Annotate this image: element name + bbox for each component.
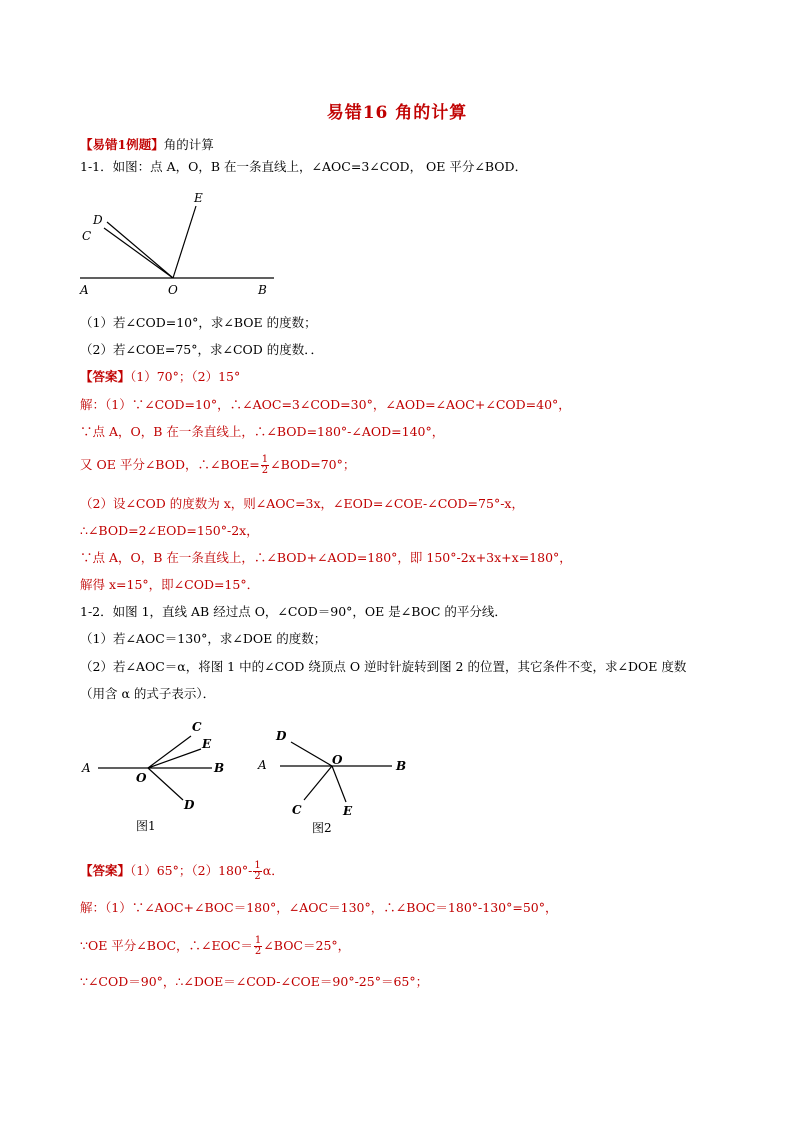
problem-2-question-2: （2）若∠AOC＝α，将图 1 中的∠COD 绕顶点 O 逆时针旋转到图 2 的位置，其它条件不变，求∠DOE 度数 xyxy=(80,659,687,674)
label-d: D xyxy=(93,213,103,227)
problem-1-solution-line-7: 解得 x=15°，即∠COD=15°． xyxy=(80,577,260,592)
ray-oe xyxy=(332,766,346,802)
problem-2-stem: 1-2．如图 1，直线 AB 经过点 O，∠COD＝90°，OE 是∠BOC 的平分线． xyxy=(80,604,507,619)
problem-1-solution-line-6: ∵点 A，O，B 在一条直线上，∴∠BOD+∠AOD=180°，即 150°-2x+3x+x=180°， xyxy=(80,550,572,565)
label-c: C xyxy=(292,803,302,817)
label-b: B xyxy=(214,761,225,775)
answer-text: （1）70°；（2）15° xyxy=(130,369,241,384)
problem-1-answer xyxy=(80,369,240,385)
fraction-half: $\frac{1}{2}$ xyxy=(254,860,261,882)
figure-1-caption: 图1 xyxy=(136,819,156,833)
problem-2-figure-1 xyxy=(76,714,236,838)
problem-1-figure xyxy=(76,186,282,298)
problem-1-solution-line-4: （2）设∠COD 的度数为 x，则∠AOC=3x，∠EOD=∠COE-∠COD=75°-x， xyxy=(80,496,524,511)
problem-1-solution-line-5: ∴∠BOD=2∠EOD=150°-2x， xyxy=(80,523,259,538)
answer-text-alpha: α． xyxy=(262,863,284,878)
section-heading xyxy=(80,137,214,153)
solution-text: ∵OE 平分∠BOC，∴∠EOC＝ xyxy=(80,938,253,953)
label-e: E xyxy=(194,191,203,205)
ray-oc xyxy=(104,228,173,278)
label-o: O xyxy=(332,753,343,767)
section-name: 角的计算 xyxy=(163,137,214,152)
solution-text: 又 OE 平分∠BOD，∴∠BOE= xyxy=(80,457,260,472)
label-c: C xyxy=(82,229,92,243)
label-b: B xyxy=(396,759,407,773)
problem-2-answer xyxy=(80,861,284,882)
label-o: O xyxy=(168,283,178,297)
ray-oc xyxy=(304,766,332,800)
fraction-half: $\frac{1}{2}$ xyxy=(254,935,262,957)
problem-1-solution-line-2: ∵点 A，O，B 在一条直线上，∴∠BOD=180°-∠AOD=140°， xyxy=(80,424,445,439)
label-b: B xyxy=(258,283,267,297)
problem-2-figure-2 xyxy=(254,722,414,840)
label-d: D xyxy=(276,729,287,743)
problem-2-question-1: （1）若∠AOC＝130°，求∠DOE 的度数； xyxy=(80,631,327,646)
solution-text: ∠BOD=70°； xyxy=(270,457,356,472)
ray-od xyxy=(148,768,183,800)
figure-2-caption: 图2 xyxy=(312,821,332,835)
answer-tag: 【答案】 xyxy=(80,369,131,384)
problem-1-stem: 1-1．如图：点 A，O，B 在一条直线上，∠AOC=3∠COD， OE 平分∠BOD． xyxy=(80,159,528,174)
ray-od xyxy=(291,742,332,766)
page-title: 易错16 角的计算 xyxy=(326,103,468,123)
section-tag: 【易错1例题】 xyxy=(80,137,164,152)
label-e: E xyxy=(202,737,212,751)
label-c: C xyxy=(192,720,202,734)
ray-od xyxy=(107,222,173,278)
problem-1-solution-line-3 xyxy=(80,455,355,476)
label-d: D xyxy=(184,798,195,812)
answer-tag: 【答案】 xyxy=(80,863,131,878)
label-e: E xyxy=(343,804,353,818)
problem-2-solution-line-3: ∵∠COD＝90°，∴∠DOE＝∠COD-∠COE＝90°-25°＝65°； xyxy=(80,974,429,989)
problem-2-solution-line-1: 解：（1）∵∠AOC+∠BOC＝180°，∠AOC＝130°，∴∠BOC＝180°-130°=50°， xyxy=(80,900,558,915)
solution-text: ∠BOC＝25°， xyxy=(263,938,351,953)
ray-oe xyxy=(173,206,196,278)
fraction-half: $\frac{1}{2}$ xyxy=(261,454,269,476)
label-o: O xyxy=(136,771,147,785)
ray-oc xyxy=(148,736,191,768)
ray-oe xyxy=(148,749,201,768)
problem-1-question-1: （1）若∠COD=10°，求∠BOE 的度数； xyxy=(80,315,317,330)
problem-2-solution-line-2 xyxy=(80,936,350,957)
problem-1-question-2: （2）若∠COE=75°，求∠COD 的度数．． xyxy=(80,342,324,357)
label-a: A xyxy=(82,761,91,775)
answer-text: （1）65°；（2）180°- xyxy=(130,863,253,878)
label-a: A xyxy=(80,283,89,297)
label-a: A xyxy=(258,758,267,772)
problem-2-question-2-cont: （用含 α 的式子表示）． xyxy=(80,686,216,701)
problem-1-solution-line-1: 解：（1）∵∠COD=10°，∴∠AOC=3∠COD=30°，∠AOD=∠AOC+∠COD=40°， xyxy=(80,397,571,412)
